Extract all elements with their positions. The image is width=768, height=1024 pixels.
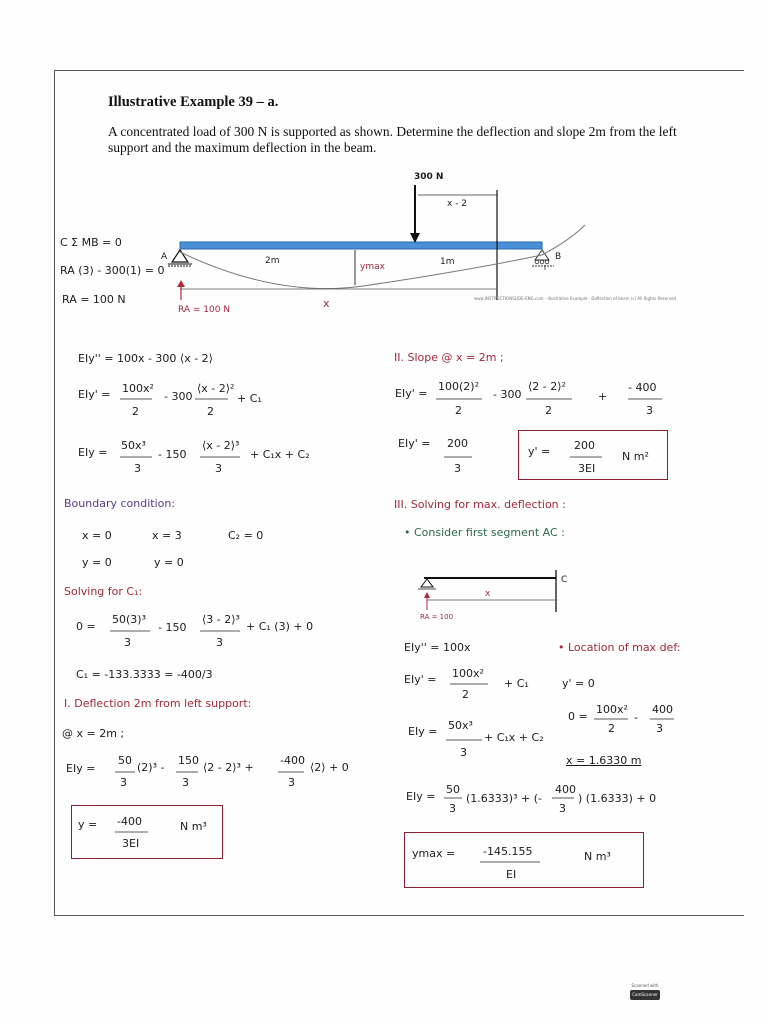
c1-value: C₁ = -133.3333 = -400/3 (76, 668, 213, 681)
ymax-label: ymax (360, 262, 385, 272)
boundary-condition-title: Boundary condition: (64, 497, 176, 510)
bc-y0-b: y = 0 (154, 556, 184, 569)
defl-denom3: 3 (288, 776, 295, 789)
scanned-with-text: Scanned with (631, 983, 659, 988)
max-ely-den: 3 (460, 746, 467, 759)
problem-statement: A concentrated load of 300 N is supported as shown. Determine the deflection and slope 2m from the left support and the maximum deflection in the beam. (108, 124, 677, 155)
ely-mid: - 150 (158, 448, 187, 461)
ely-prime-mid: - 300 (164, 390, 193, 403)
bc-y0-a: y = 0 (82, 556, 112, 569)
ra-equation: RA (3) - 300(1) = 0 (60, 264, 165, 277)
defl-term3: -400 (280, 754, 305, 767)
camscanner-badge (628, 983, 662, 1013)
defl-term1b: (2)³ - (137, 761, 165, 774)
final-denom2: 3 (559, 802, 566, 815)
example-title: Illustrative Example 39 – a. (108, 94, 279, 110)
slope-answer-unit: N m² (622, 450, 649, 463)
load-label: 300 N (414, 172, 444, 182)
max-ely-prime-num: 100x² (452, 667, 484, 680)
c1-denom2: 3 (216, 636, 223, 649)
ymax-num: -145.155 (483, 845, 533, 858)
max-ely-num: 50x³ (448, 719, 473, 732)
final-ely-lhs: EIy = (406, 790, 436, 803)
location-eq-num2: 400 (652, 703, 673, 716)
ely-prime-lhs: EIy' = (78, 388, 111, 401)
ely-lhs: EIy = (78, 446, 108, 459)
ymax-lhs: ymax = (412, 847, 456, 860)
defl-term1: 50 (118, 754, 132, 767)
fine-print: www.INSTRUCTIONSLIDE-ENG.com - Illustrative Example - Deflection of beam (c) All Rights Reserved (474, 296, 677, 301)
c1-mid: - 150 (158, 621, 187, 634)
location-eq-num: 100x² (596, 703, 628, 716)
defl-term2: 150 (178, 754, 199, 767)
slope-term2: ⟨2 - 2⟩² (528, 380, 566, 393)
max-ely-prime-lhs: EIy' = (404, 673, 437, 686)
slope-term3: - 400 (628, 381, 657, 394)
ely-tail: + C₁x + C₂ (250, 448, 310, 461)
ely-denom1: 3 (134, 462, 141, 475)
consider-segment: • Consider first segment AC : (404, 526, 565, 539)
point-a-label: A (161, 252, 168, 262)
c1-tail: + C₁ (3) + 0 (246, 620, 314, 633)
deflection-answer-den: 3EI (122, 837, 140, 850)
c1-term1: 50(3)³ (112, 613, 146, 626)
max-ely-prime-tail: + C₁ (504, 677, 529, 690)
deflection-answer-num: -400 (117, 815, 142, 828)
final-term1b: (1.6333)³ + (- (466, 792, 542, 805)
location-eq-lhs: 0 = (568, 710, 588, 723)
bc-c2: C₂ = 0 (228, 529, 264, 542)
ely-prime-tail: + C₁ (237, 392, 262, 405)
location-x-value: x = 1.6330 m (566, 754, 642, 767)
segment-2m-label: 2m (265, 256, 280, 266)
c1-lhs: 0 = (76, 620, 96, 633)
mini-c-label: C (561, 575, 568, 585)
max-ely-lhs: EIy = (408, 725, 438, 738)
max-deflection-title: III. Solving for max. deflection : (394, 498, 566, 511)
deflection-answer-y: y = (78, 818, 98, 831)
bc-x3: x = 3 (152, 529, 182, 542)
ely-term1: 50x³ (121, 439, 146, 452)
deflection-answer-unit: N m³ (180, 820, 207, 833)
c1-term2: ⟨3 - 2⟩³ (202, 613, 240, 626)
slope-answer-den: 3EI (578, 462, 596, 475)
max-ely-tail: + C₁x + C₂ (484, 731, 544, 744)
final-term1: 50 (446, 783, 460, 796)
location-max-def-title: • Location of max def: (558, 641, 681, 654)
slope-result-num: 200 (447, 437, 468, 450)
slope-denom2: 2 (545, 404, 552, 417)
defl-term3b: ⟨2⟩ + 0 (310, 761, 349, 774)
final-term2: 400 (555, 783, 576, 796)
slope-title: II. Slope @ x = 2m ; (394, 351, 504, 364)
ely-prime-denom2: 2 (207, 405, 214, 418)
segment-1m-label: 1m (440, 257, 455, 267)
slope-term1: 100(2)² (438, 380, 479, 393)
location-eq-den2: 3 (656, 722, 663, 735)
max-ely-prime-den: 2 (462, 688, 469, 701)
slope-result-lhs: EIy' = (398, 437, 431, 450)
final-denom1: 3 (449, 802, 456, 815)
ely-prime-term1: 100x² (122, 382, 154, 395)
defl-lhs: EIy = (66, 762, 96, 775)
point-b-label: B (555, 252, 562, 262)
ymax-unit: N m³ (584, 850, 611, 863)
slope-answer-num: 200 (574, 439, 595, 452)
slope-result-den: 3 (454, 462, 461, 475)
location-eq-mid: - (634, 711, 638, 724)
slope-denom3: 3 (646, 404, 653, 417)
c1-denom1: 3 (124, 636, 131, 649)
ely-term2: ⟨x - 2⟩³ (202, 439, 240, 452)
slope-answer-lhs: y' = (528, 445, 551, 458)
ra-value: RA = 100 N (62, 293, 126, 306)
ely-prime-denom1: 2 (132, 405, 139, 418)
defl-denom1: 3 (120, 776, 127, 789)
slope-denom1: 2 (455, 404, 462, 417)
defl-denom2: 3 (182, 776, 189, 789)
ymax-den: EI (506, 868, 517, 881)
mini-ra-label: RA = 100 (420, 613, 454, 621)
c1-title: Solving for C₁: (64, 585, 143, 598)
x-minus-2-label: x - 2 (447, 199, 468, 209)
location-eq-den: 2 (608, 722, 615, 735)
moment-equation: C Σ MB = 0 (60, 236, 122, 249)
ely-prime-term2: ⟨x - 2⟩² (197, 382, 235, 395)
slope-mid: - 300 (493, 388, 522, 401)
ely-double-prime: EIy'' = 100x - 300 ⟨x - 2⟩ (78, 352, 213, 365)
defl-term2b: ⟨2 - 2⟩³ + (203, 761, 254, 774)
ra-label: RA = 100 N (178, 305, 231, 315)
x-label: x (323, 297, 330, 310)
mini-x-label: x (485, 589, 491, 599)
final-term2b: ) (1.6333) + 0 (578, 792, 657, 805)
bc-x0: x = 0 (82, 529, 112, 542)
slope-lhs: EIy' = (395, 387, 428, 400)
slope-plus: + (598, 390, 608, 403)
ely-denom2: 3 (215, 462, 222, 475)
camscanner-logo: CamScanner (630, 990, 660, 1000)
at-x-2m: @ x = 2m ; (62, 727, 125, 740)
max-ely-double-prime: EIy'' = 100x (404, 641, 471, 654)
location-y-prime: y' = 0 (562, 677, 595, 690)
deflection-title: I. Deflection 2m from left support: (64, 697, 252, 710)
